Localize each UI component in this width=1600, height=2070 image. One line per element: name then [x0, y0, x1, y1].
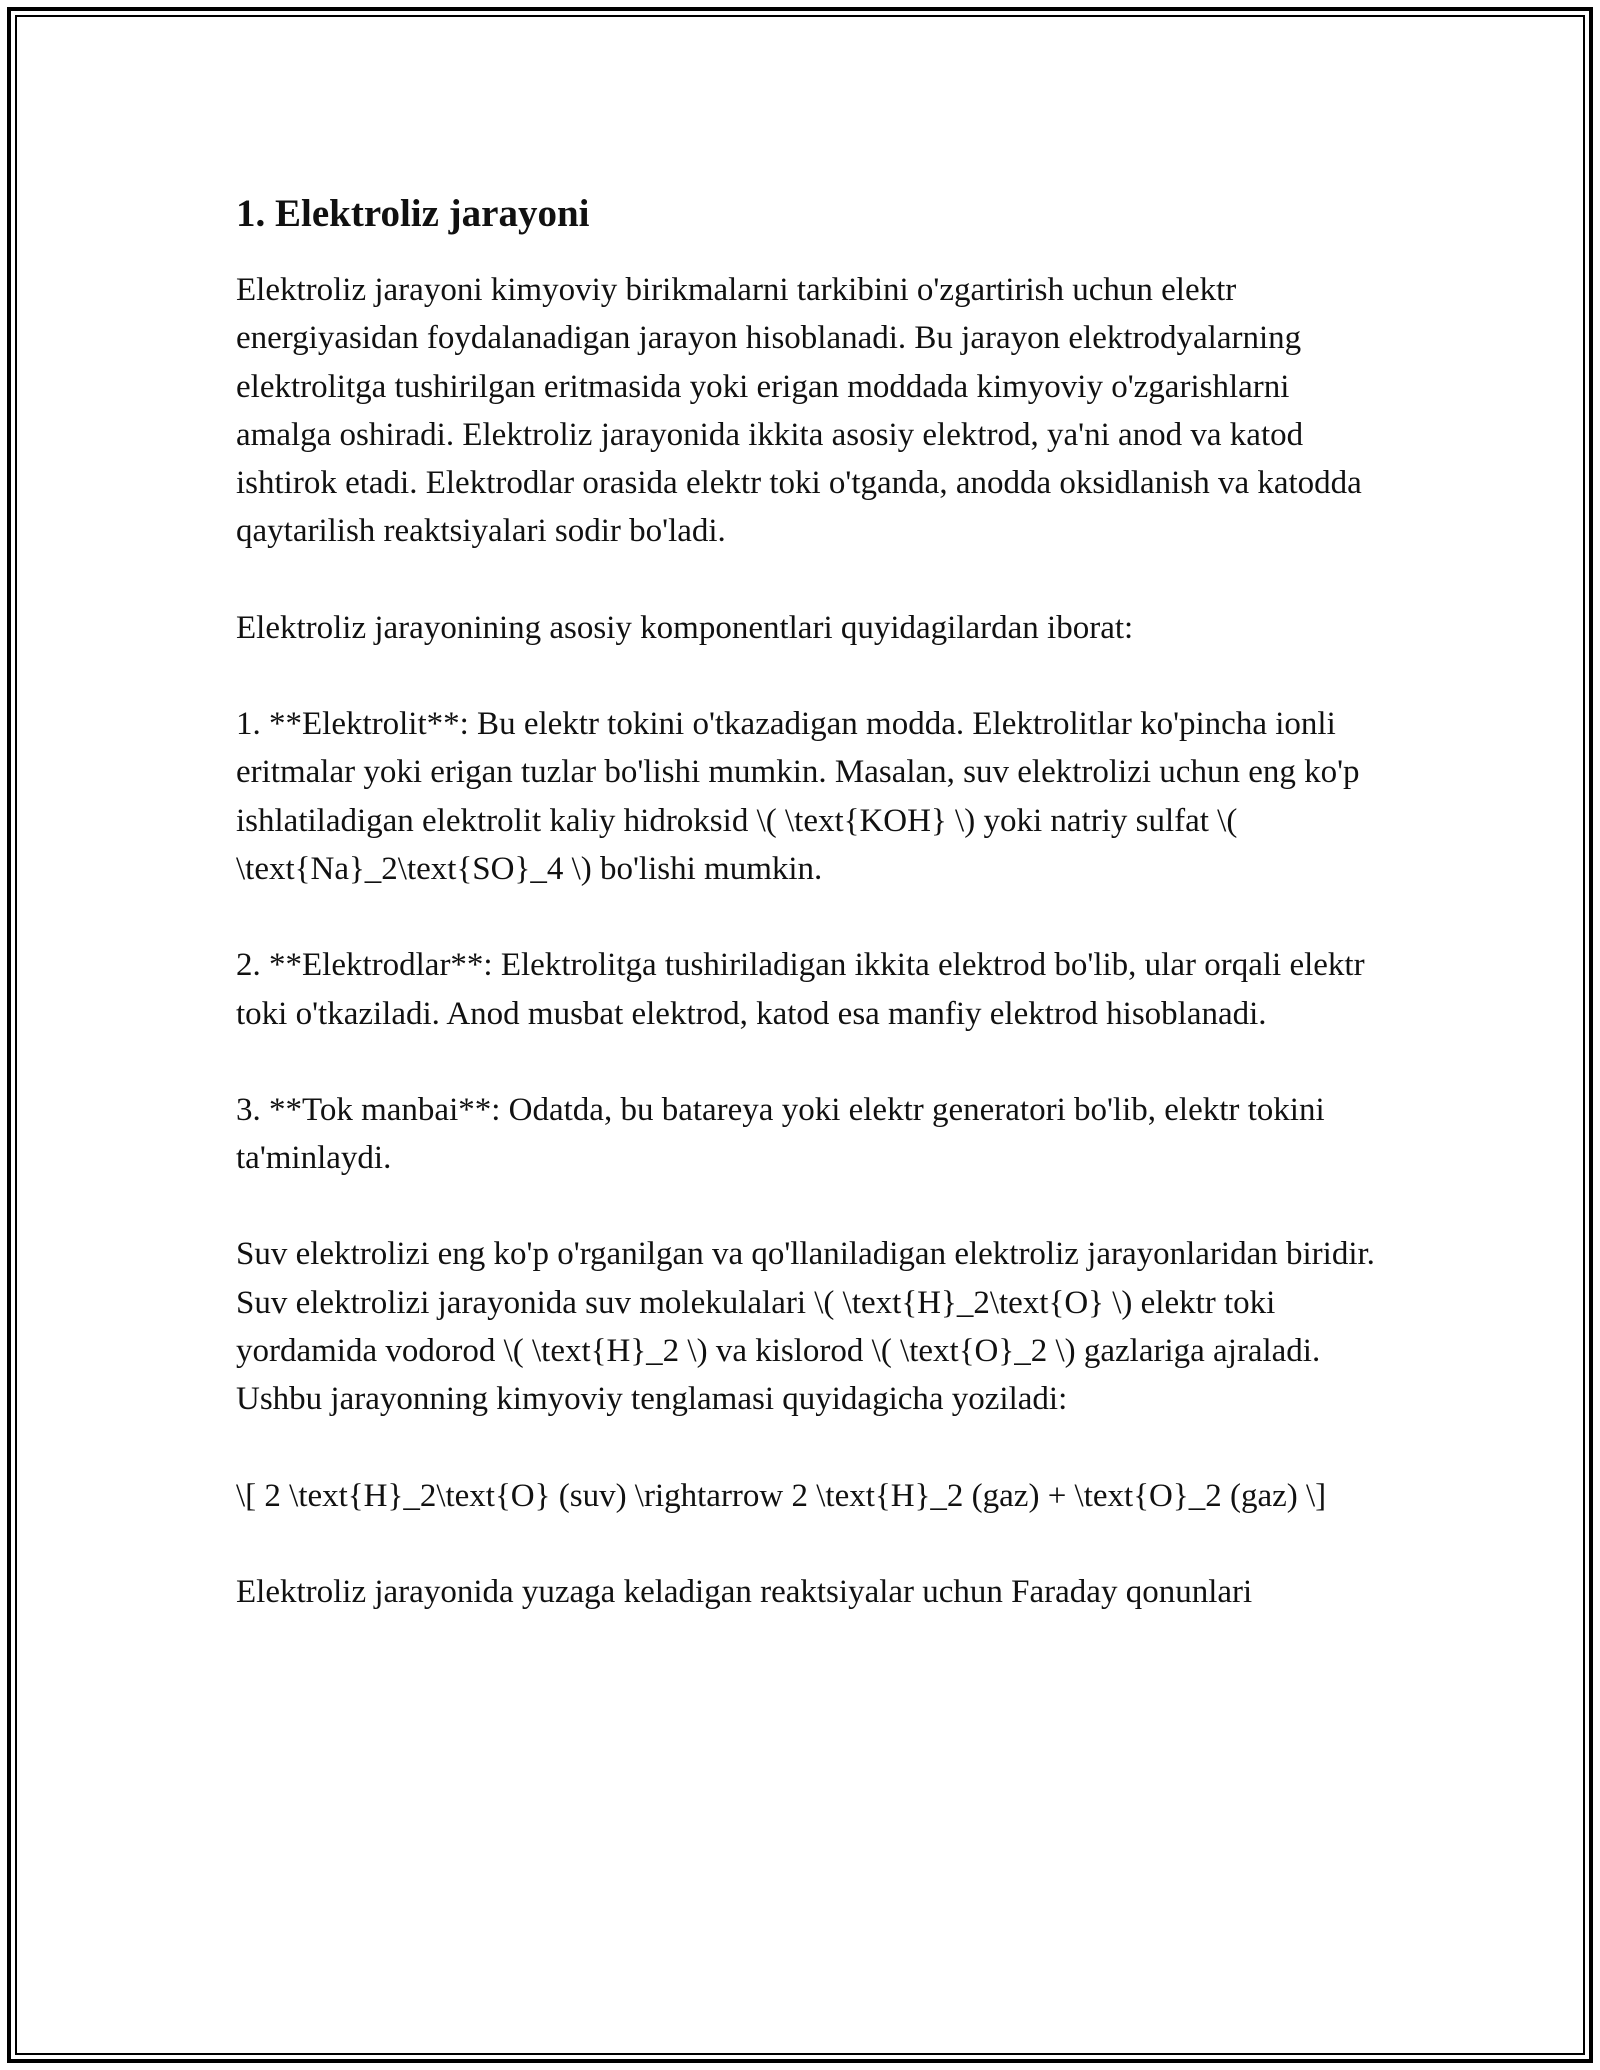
paragraph-intro: Elektroliz jarayoni kimyoviy birikmalarni tarkibini o'zgartirish uchun elektr energiyasidan foydalanadigan jarayon hisoblanadi. Bu jarayon elektrodyalarning elektrolitga tushirilgan eritmasida yoki erigan moddada kimyoviy o'zgarishlarni amalga oshiradi. Elektroliz jarayonida ikkita asosiy elektrod, ya'ni anod va katod ishtirok etadi. Elektrodlar orasida elektr toki o'tganda, anodda oksidlanish va katodda qaytarilish reaktsiyalari sodir bo'ladi.	[236, 272, 1362, 550]
list-item-power-source: 3. **Tok manbai**: Odatda, bu batareya yoki elektr generatori bo'lib, elektr tokini ta'minlaydi.	[236, 1091, 1325, 1177]
paragraph-faraday: Elektroliz jarayonida yuzaga keladigan reaktsiyalar uchun Faraday qonunlari	[236, 1573, 1253, 1610]
document-body	[236, 186, 1376, 1664]
equation: \[ 2 \text{H}_2\text{O} (suv) \rightarrow 2 \text{H}_2 (gaz) + \text{O}_2 (gaz) \]	[236, 1477, 1327, 1514]
list-item-electrolyte: 1. **Elektrolit**: Bu elektr tokini o'tkazadigan modda. Elektrolitlar ko'pincha ionli eritmalar yoki erigan tuzlar bo'lishi mumkin. Masalan, suv elektrolizi uchun eng ko'p ishlatiladigan elektrolit kaliy hidroksid \( \text{KOH} \) yoki natriy sulfat \( \text{Na}_2\text{SO}_4 \) bo'lishi mumkin.	[236, 706, 1360, 887]
paragraph-water-electrolysis: Suv elektrolizi eng ko'p o'rganilgan va qo'llaniladigan elektroliz jarayonlaridan biridir. Suv elektrolizi jarayonida suv molekulalari \( \text{H}_2\text{O} \) elektr toki yordamida vodorod \( \text{H}_2 \) va kislorod \( \text{O}_2 \) gazlariga ajraladi. Ushbu jarayonning kimyoviy tenglamasi quyidagicha yoziladi:	[236, 1236, 1375, 1418]
paragraph-components-intro: Elektroliz jarayonining asosiy komponentlari quyidagilardan iborat:	[236, 609, 1134, 646]
list-item-electrodes: 2. **Elektrodlar**: Elektrolitga tushiriladigan ikkita elektrod bo'lib, ular orqali elektr toki o'tkaziladi. Anod musbat elektrod, katod esa manfiy elektrod hisoblanadi.	[236, 947, 1365, 1032]
section-heading: 1. Elektroliz jarayoni	[236, 192, 590, 235]
